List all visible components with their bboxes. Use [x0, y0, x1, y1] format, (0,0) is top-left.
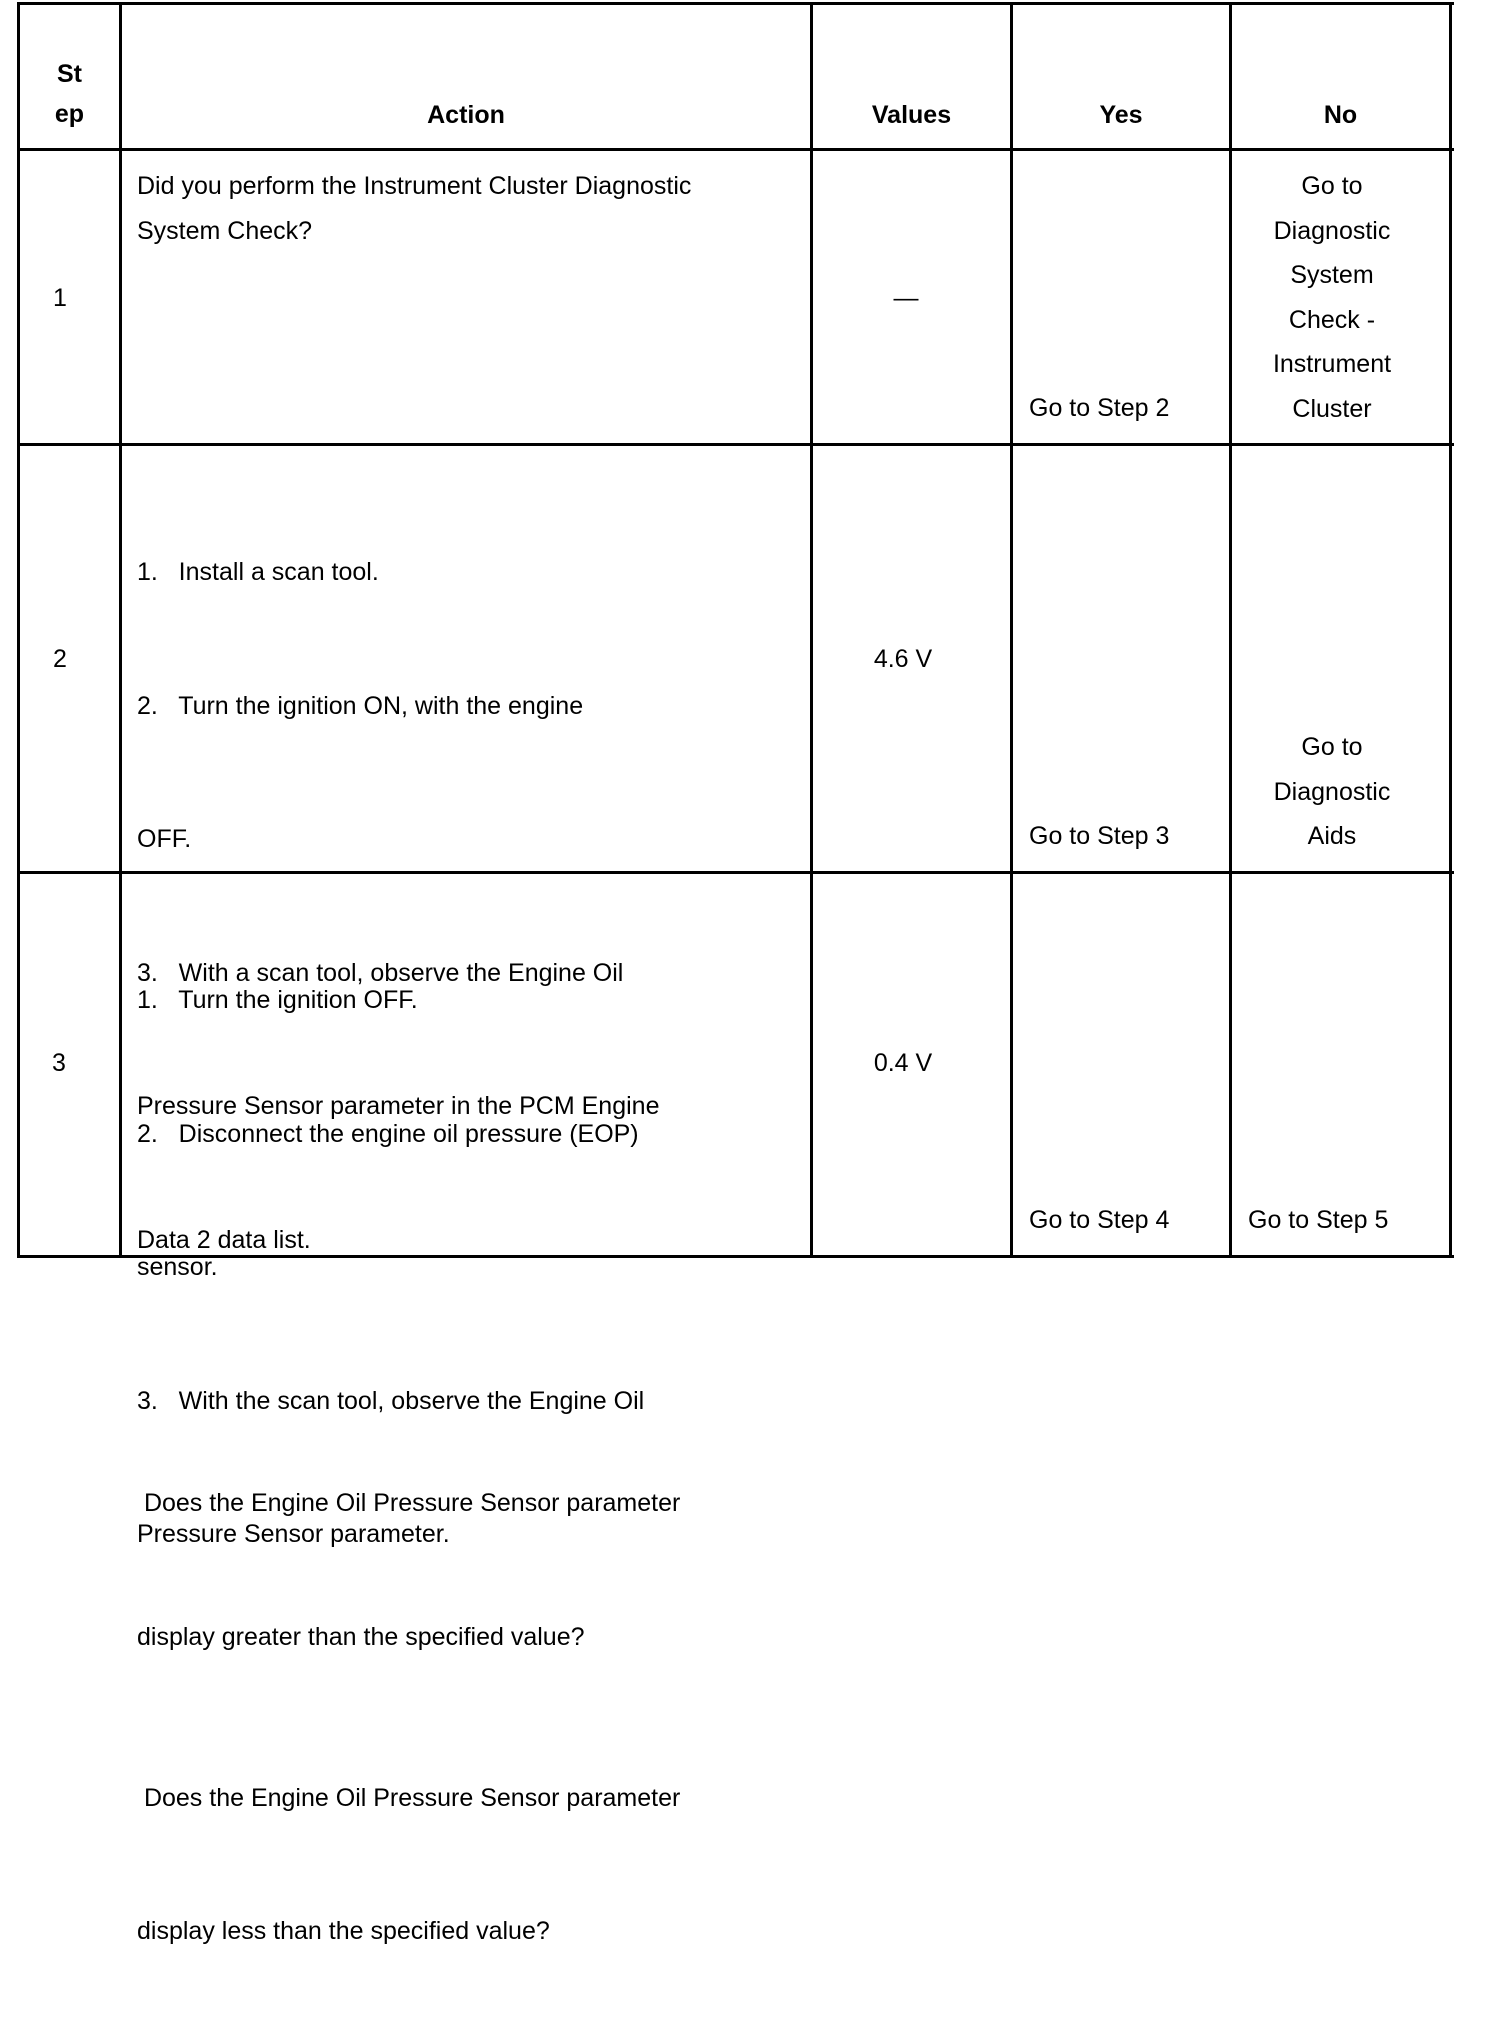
action-line: Does the Engine Oil Pressure Sensor parameter — [137, 1783, 681, 1812]
action-line: 2. Disconnect the engine oil pressure (EOP) — [137, 1119, 639, 1148]
action-line: System Check? — [137, 216, 313, 245]
table-border-top — [17, 2, 1454, 5]
action-line: OFF. — [137, 825, 192, 853]
no-line: Aids — [1307, 822, 1357, 850]
yes-text: Go to Step 4 — [1029, 1206, 1170, 1234]
no-line: Check - — [1288, 305, 1376, 334]
column-divider — [119, 2, 122, 1258]
header-yes: Yes — [1099, 101, 1143, 129]
action-line: 1. Install a scan tool. — [137, 558, 379, 586]
action-line: Pressure Sensor parameter in the PCM Engine — [137, 1092, 660, 1120]
header-step — [20, 54, 119, 134]
value-text: — — [893, 284, 919, 312]
no-line: Cluster — [1292, 394, 1372, 423]
step-number: 3 — [52, 1049, 66, 1077]
header-values: Values — [871, 101, 952, 129]
value-text: 4.6 V — [873, 645, 933, 673]
no-text: Go to Step 5 — [1248, 1206, 1389, 1234]
header-divider — [17, 148, 1454, 151]
column-divider — [1010, 2, 1013, 1258]
action-line: Did you perform the Instrument Cluster Diagnostic — [137, 172, 692, 200]
no-line: Go to — [1301, 172, 1363, 200]
no-text — [1232, 725, 1432, 859]
row-divider — [17, 443, 1454, 446]
action-line: sensor. — [137, 1253, 218, 1281]
action-line — [137, 1646, 680, 1687]
no-text — [1232, 164, 1432, 431]
header-no: No — [1323, 101, 1358, 129]
action-line: Data 2 data list. — [137, 1225, 311, 1254]
action-line: 3. With the scan tool, observe the Engine Oil — [137, 1386, 645, 1415]
action-line: 1. Turn the ignition OFF. — [137, 986, 418, 1014]
action-text — [137, 889, 680, 2043]
no-line: System — [1290, 261, 1374, 289]
no-line: Diagnostic — [1273, 216, 1391, 245]
value-text: 0.4 V — [873, 1049, 933, 1077]
header-action: Action — [427, 101, 505, 129]
action-line: display less than the specified value? — [137, 1917, 550, 1945]
action-line: 2. Turn the ignition ON, with the engine — [137, 691, 584, 720]
yes-text: Go to Step 2 — [1029, 394, 1170, 422]
table-border-right — [1449, 2, 1452, 1258]
header-step-line: St — [57, 60, 82, 88]
no-line: Diagnostic — [1273, 777, 1391, 806]
header-step-line: ep — [54, 100, 85, 128]
no-line: Go to — [1301, 733, 1363, 761]
no-line: Instrument — [1272, 350, 1392, 378]
yes-text: Go to Step 3 — [1029, 822, 1170, 850]
action-line: 3. With a scan tool, observe the Engine Oil — [137, 958, 624, 987]
step-number: 1 — [53, 284, 67, 312]
action-line: display greater than the specified value? — [137, 1622, 585, 1651]
action-line: Pressure Sensor parameter. — [137, 1520, 450, 1548]
action-line: Does the Engine Oil Pressure Sensor parameter — [137, 1489, 681, 1517]
action-text — [137, 164, 691, 253]
step-number: 2 — [53, 645, 67, 673]
